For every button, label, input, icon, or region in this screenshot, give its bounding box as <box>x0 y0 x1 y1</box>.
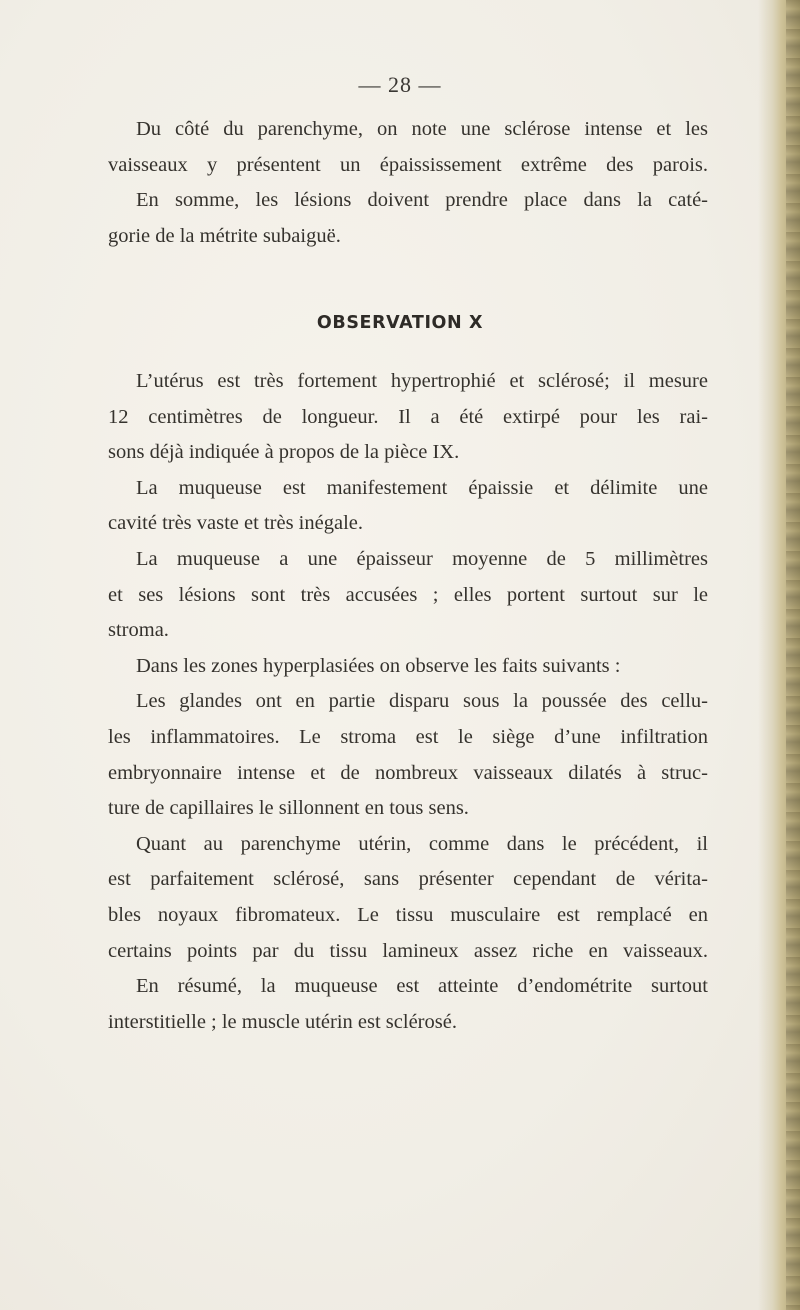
text-line: Du côté du parenchyme, on note une sclérose intense et les <box>136 118 708 140</box>
text-line: les inflammatoires. Le stroma est le siège d’une infiltration <box>108 725 708 748</box>
text-line: stroma. <box>108 619 169 642</box>
text-line: 12 centimètres de longueur. Il a été extirpé pour les rai- <box>108 405 708 428</box>
text-line: interstitielle ; le muscle utérin est sclérosé. <box>108 1010 457 1033</box>
text-line: certains points par du tissu lamineux assez riche en vaisseaux. <box>108 939 708 962</box>
page-edge-shadow <box>758 0 800 1310</box>
text-line: Les glandes ont en partie disparu sous la poussée des cellu- <box>136 690 708 713</box>
text-line: bles noyaux fibromateux. Le tissu musculaire est remplacé en <box>108 903 708 926</box>
text-line: La muqueuse est manifestement épaissie et délimite une <box>136 476 708 499</box>
text-line: est parfaitement sclérosé, sans présenter cependant de vérita- <box>108 868 708 891</box>
text-line: En résumé, la muqueuse est atteinte d’endométrite surtout <box>136 975 708 998</box>
observation-heading: OBSERVATION X <box>316 313 484 333</box>
observation-body <box>108 364 708 1040</box>
text-line: gorie de la métrite subaiguë. <box>108 224 341 247</box>
text-line: cavité très vaste et très inégale. <box>108 512 363 535</box>
text-line: Dans les zones hyperplasiées on observe les faits suivants : <box>136 654 621 677</box>
text-line: ture de capillaires le sillonnent en tous sens. <box>108 797 469 820</box>
text-line: Quant au parenchyme utérin, comme dans le précédent, il <box>136 832 708 855</box>
intro-paragraph <box>108 112 708 254</box>
text-line: vaisseaux y présentent un épaississement extrême des parois. <box>108 153 708 176</box>
page-number: — 28 — <box>358 72 442 97</box>
text-line: En somme, les lésions doivent prendre place dans la caté- <box>136 189 708 212</box>
text-line: et ses lésions sont très accusées ; elles portent surtout sur le <box>108 583 708 606</box>
text-line: L’utérus est très fortement hypertrophié et sclérosé; il mesure <box>136 370 708 392</box>
text-line: sons déjà indiquée à propos de la pièce IX. <box>108 441 460 464</box>
text-line: embryonnaire intense et de nombreux vaisseaux dilatés à struc- <box>108 761 708 784</box>
text-line: La muqueuse a une épaisseur moyenne de 5 millimètres <box>136 547 708 570</box>
